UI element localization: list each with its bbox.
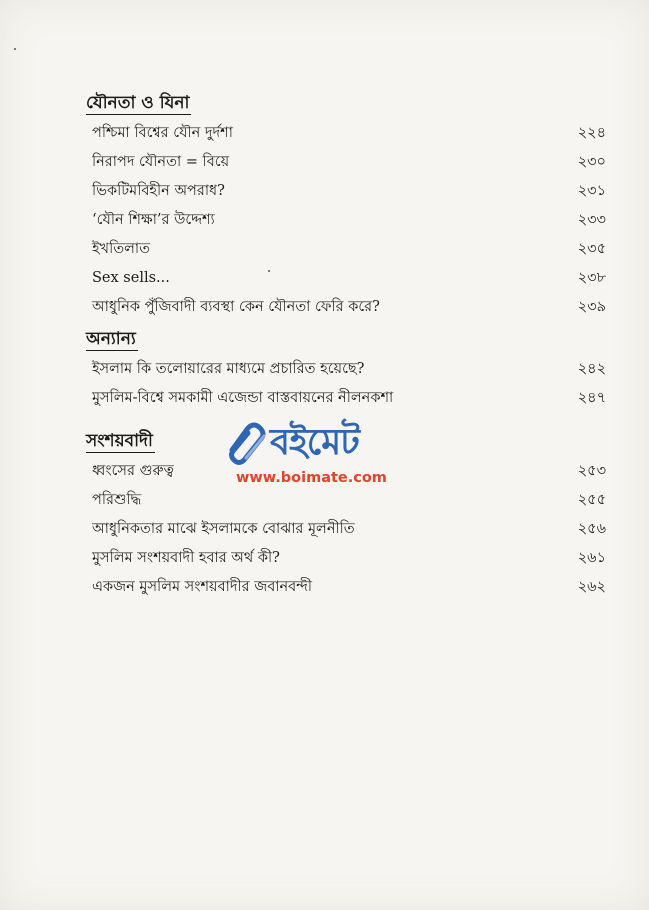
toc-entry[interactable] [86, 148, 606, 177]
toc-entry-title: পশ্চিমা বিশ্বের যৌন দুর্দশা [92, 125, 233, 141]
toc-section-others [86, 328, 606, 413]
toc-entry-title: ভিকটিমবিহীন অপরাধ? [92, 183, 225, 199]
toc-entry-title: পরিশুদ্ধি [92, 492, 142, 508]
toc-entry-page: ২৬১ [577, 550, 606, 566]
toc-entry-title: ‘যৌন শিক্ষা’র উদ্দেশ্য [92, 212, 215, 228]
section-heading: সংশয়বাদী [86, 431, 153, 451]
toc-entry-title: মুসলিম সংশয়বাদী হবার অর্থ কী? [92, 550, 280, 566]
toc-section-sexuality [86, 92, 606, 322]
toc-entry-title: আধুনিক পুঁজিবাদী ব্যবস্থা কেন যৌনতা ফেরি করে? [92, 299, 380, 315]
toc-entry-title: Sex sells... [92, 270, 170, 286]
paper-speck [14, 48, 16, 50]
toc-entry-page: ২৩৮ [577, 270, 606, 286]
toc-entry[interactable] [86, 515, 606, 544]
toc-entry-title: ইসলাম কি তলোয়ারের মাধ্যমে প্রচারিত হয়েছে? [92, 361, 365, 377]
section-heading: অন্যান্য [86, 329, 136, 349]
watermark [226, 420, 426, 492]
toc-entry-page: ২৪২ [577, 361, 606, 377]
paperclip-book-icon [226, 420, 274, 466]
toc-entry-page: ২৩১ [577, 183, 606, 199]
toc-entry[interactable] [86, 177, 606, 206]
toc-entry-page: ২৩০ [577, 154, 606, 170]
toc-entry-title: ইখতিলাত [92, 241, 150, 257]
toc-entry[interactable] [86, 235, 606, 264]
toc-entry[interactable] [86, 355, 606, 384]
section-heading: যৌনতা ও যিনা [86, 93, 190, 113]
toc-entry[interactable] [86, 119, 606, 148]
toc-entry-title: ধ্বংসের গুরুত্ব [92, 463, 174, 479]
toc-entry-page: ২৬২ [577, 579, 606, 595]
toc-entry-page: ২৩৫ [577, 241, 606, 257]
toc-entry[interactable] [86, 384, 606, 413]
toc-entry-title: মুসলিম-বিশ্বে সমকামী এজেন্ডা বাস্তবায়নের নীলনকশা [92, 390, 394, 406]
watermark-url[interactable]: www.boimate.com [236, 470, 387, 486]
toc-entry-page: ২২৪ [577, 125, 606, 141]
toc-entry-title: একজন মুসলিম সংশয়বাদীর জবানবন্দী [92, 579, 312, 595]
toc-entry-page: ২৫৫ [577, 492, 606, 508]
paper-speck [268, 270, 270, 272]
toc-entry-page: ২৫৩ [577, 463, 606, 479]
toc-entry[interactable] [86, 206, 606, 235]
toc-entry-title: নিরাপদ যৌনতা = বিয়ে [92, 154, 230, 170]
toc-entry[interactable] [86, 264, 606, 293]
toc-entry-page: ২৫৬ [577, 521, 606, 537]
toc-entry-page: ২৩৯ [577, 299, 606, 315]
toc-entry[interactable] [86, 573, 606, 602]
toc-entry-title: আধুনিকতার মাঝে ইসলামকে বোঝার মূলনীতি [92, 521, 355, 537]
toc-entry[interactable] [86, 293, 606, 322]
toc-entry[interactable] [86, 544, 606, 573]
toc-entry-page: ২৩৩ [577, 212, 606, 228]
watermark-brand: বইমেট [270, 422, 359, 463]
toc-entry-page: ২৪৭ [577, 390, 606, 406]
